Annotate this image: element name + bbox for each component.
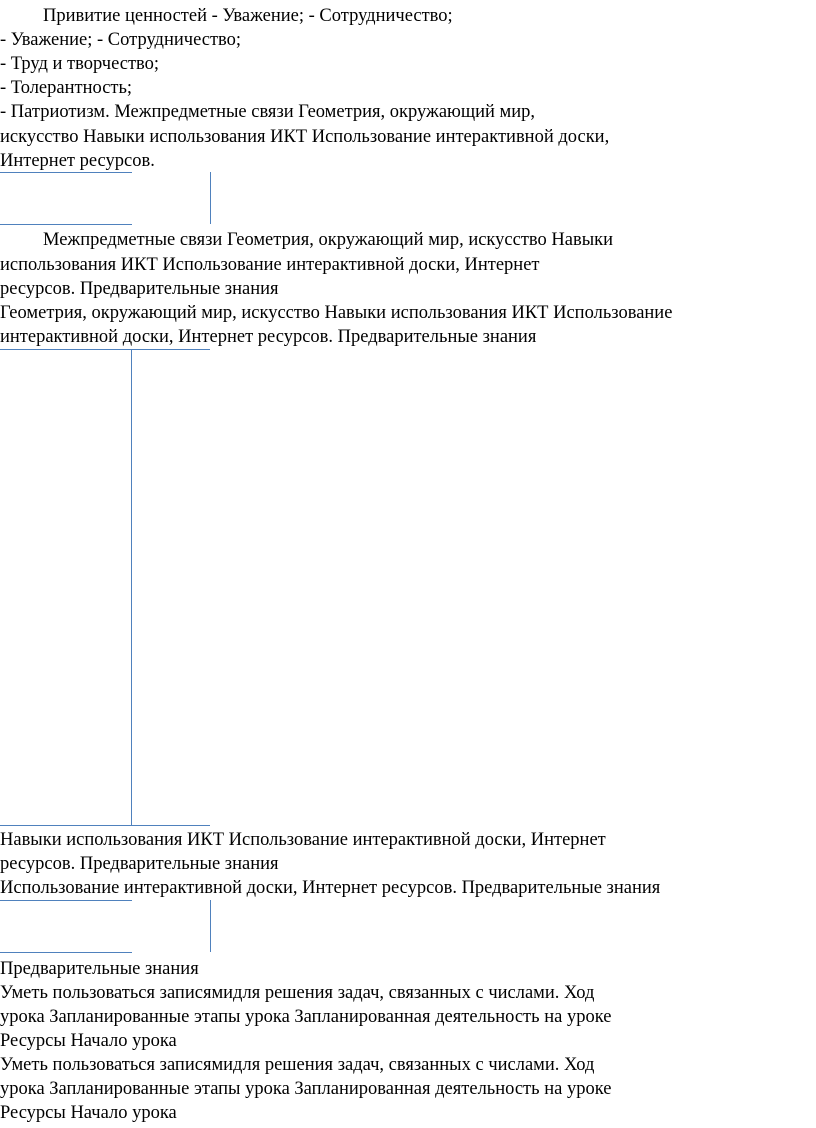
text-line: Межпредметные связи Геометрия, окружающий мир, искусство Навыки [43, 230, 614, 250]
divider-line [0, 224, 132, 225]
divider-line [210, 900, 211, 952]
text-line: Геометрия, окружающий мир, искусство Навыки использования ИКТ Использование [0, 303, 673, 323]
text-line: - Труд и творчество; [0, 54, 160, 74]
text-line: Уметь пользоваться записямидля решения задач, связанных с числами. Ход [0, 983, 595, 1003]
text-line: Интернет ресурсов. [0, 151, 155, 171]
text-line: урока Запланированные этапы урока Запланированная деятельность на уроке [0, 1007, 612, 1027]
text-line: Предварительные знания [0, 959, 199, 979]
divider-line [0, 172, 132, 173]
divider-line [0, 349, 210, 350]
text-line: использования ИКТ Использование интерактивной доски, Интернет [0, 255, 540, 275]
text-line: Использование интерактивной доски, Интернет ресурсов. Предварительные знания [0, 878, 661, 898]
text-line: интерактивной доски, Интернет ресурсов. Предварительные знания [0, 327, 537, 347]
divider-line [210, 172, 211, 224]
text-line: - Уважение; - Сотрудничество; [0, 30, 242, 50]
text-line: Ресурсы Начало урока [0, 1103, 177, 1123]
divider-line [0, 952, 132, 953]
text-line: - Толерантность; [0, 78, 133, 98]
text-line: искусство Навыки использования ИКТ Использование интерактивной доски, [0, 127, 610, 147]
text-line: Навыки использования ИКТ Использование интерактивной доски, Интернет [0, 830, 606, 850]
divider-line [131, 349, 132, 825]
text-line: Уметь пользоваться записямидля решения задач, связанных с числами. Ход [0, 1055, 595, 1075]
divider-line [0, 900, 132, 901]
text-line: урока Запланированные этапы урока Запланированная деятельность на уроке [0, 1079, 612, 1099]
text-line: ресурсов. Предварительные знания [0, 854, 279, 874]
text-line: Ресурсы Начало урока [0, 1031, 177, 1051]
text-line: Привитие ценностей - Уважение; - Сотрудничество; [43, 6, 453, 26]
text-line: ресурсов. Предварительные знания [0, 279, 279, 299]
divider-line [0, 825, 210, 826]
text-line: - Патриотизм. Межпредметные связи Геометрия, окружающий мир, [0, 102, 536, 122]
